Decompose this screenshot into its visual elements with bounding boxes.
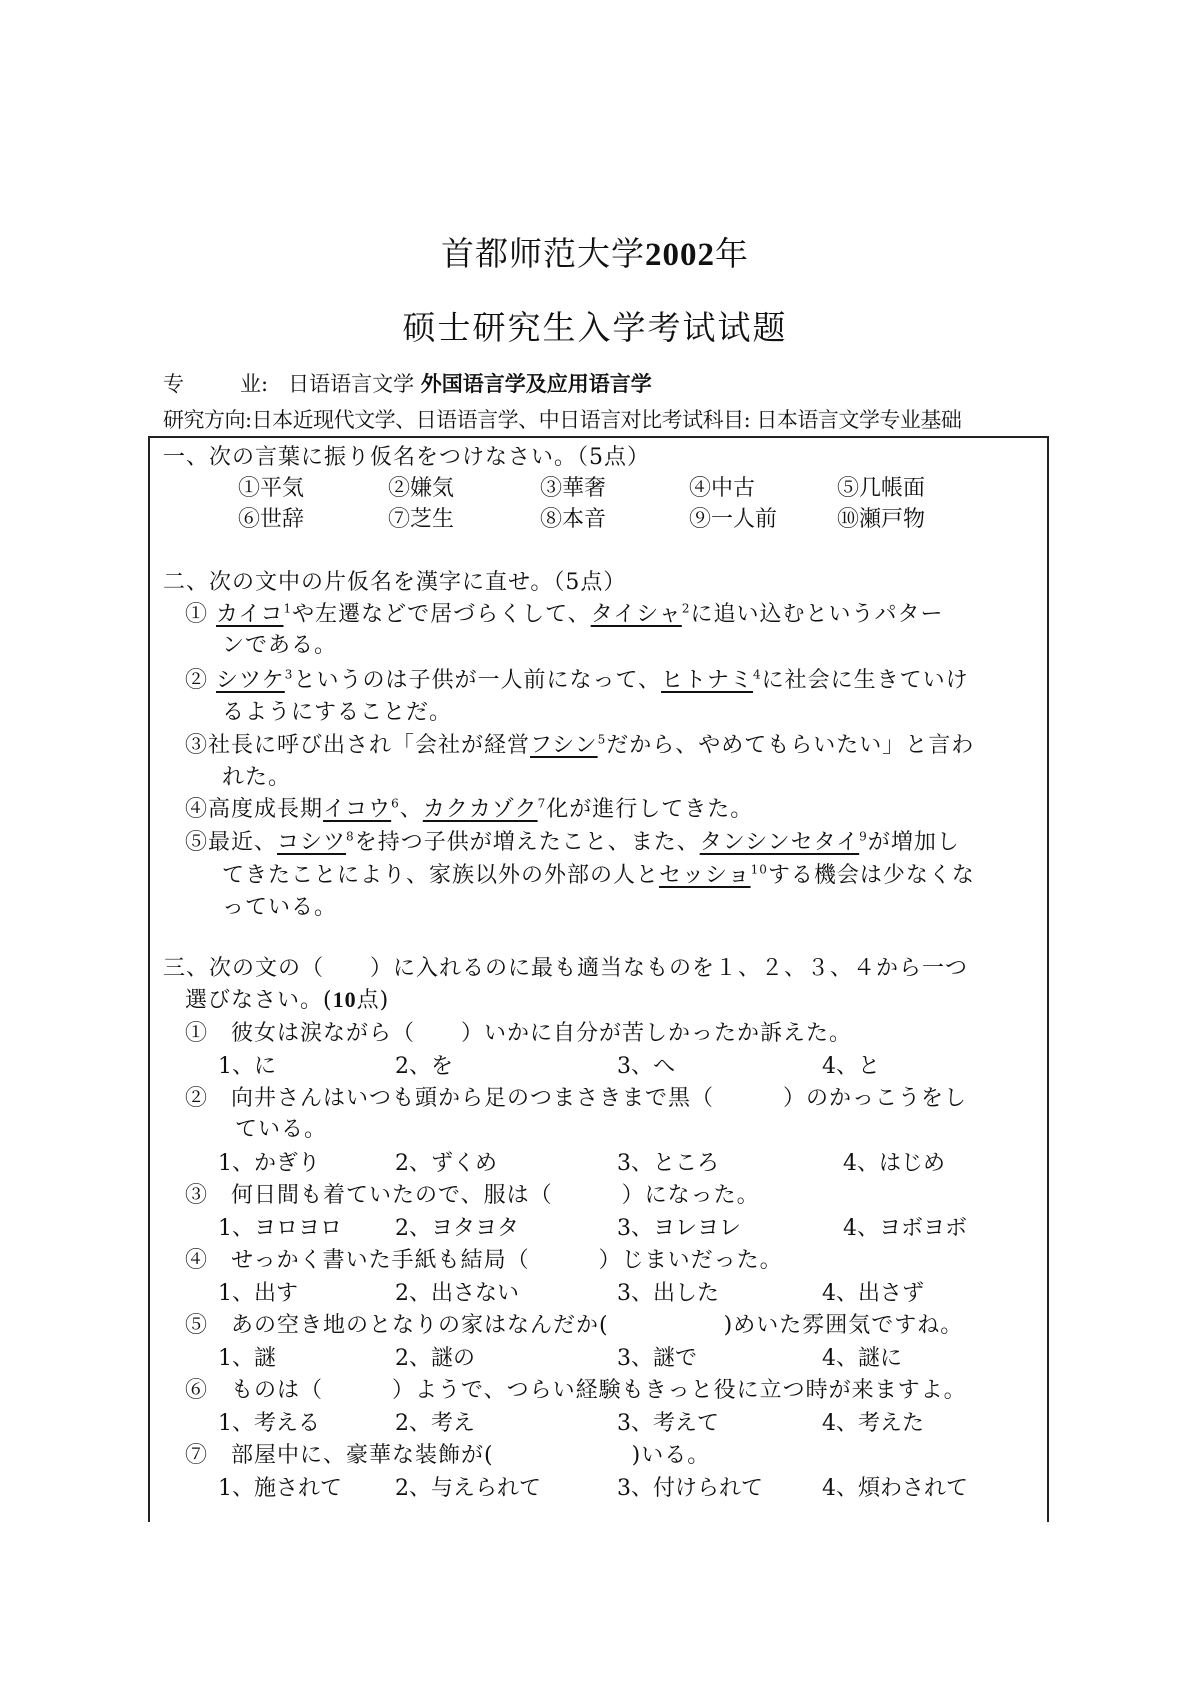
exam-year: 2002 xyxy=(645,237,715,273)
grammar-question: ⑦ 部屋中に、豪華な装飾が( )いる。 xyxy=(185,1443,711,1468)
answer-option: 4、出さず xyxy=(822,1281,924,1306)
kana-question-cont: てきたことにより、家族以外の外部の人とセッショ$^{10}$する機会は少なくな xyxy=(222,862,975,888)
exam-title: 首都师范大学2002年 xyxy=(441,234,749,273)
answer-option: 3、出した xyxy=(617,1281,719,1306)
answer-option: 2、ずくめ xyxy=(395,1151,497,1176)
answer-option: 4、謎に xyxy=(822,1346,902,1371)
vocab-item: ②嫌気 xyxy=(388,476,455,501)
major-value-bold: 外国语言学及应用语言学 xyxy=(420,372,652,396)
katakana-word: カイコ xyxy=(216,602,284,627)
kana-question-cont: ンである。 xyxy=(222,633,338,658)
answer-option: 4、考えた xyxy=(822,1411,924,1436)
kana-question: ① カイコ$^1$や左遷などで居づらくして、タイシャ$^2$に追い込むというパター xyxy=(185,601,944,627)
answer-option: 1、かぎり xyxy=(218,1151,320,1176)
grammar-question: ① 彼女は涙ながら（ ）いかに自分が苦しかったか訴えた。 xyxy=(185,1021,853,1046)
answer-option: 4、煩わされて xyxy=(822,1476,968,1501)
grammar-question: ③ 何日間も着ていたので、服は（ ）になった。 xyxy=(185,1183,760,1208)
answer-option: 1、出す xyxy=(218,1281,298,1306)
vocab-item: ④中古 xyxy=(689,476,756,501)
major-line: 专 业: 日语语言文学 外国语言学及应用语言学 xyxy=(163,372,652,396)
katakana-word: ヒトナミ xyxy=(661,668,754,693)
katakana-word: カクカゾク xyxy=(422,797,538,822)
kana-question-cont: るようにすることだ。 xyxy=(222,700,453,725)
answer-option: 3、ところ xyxy=(617,1151,719,1176)
answer-option: 1、考える xyxy=(218,1411,320,1436)
answer-option: 2、謎の xyxy=(395,1346,475,1371)
grammar-question-cont: ている。 xyxy=(235,1117,328,1142)
kana-question-cont: っている。 xyxy=(222,895,338,920)
direction-line: 研究方向:日本近现代文学、日语语言学、中日语言对比考试科目: 日本语言文学专业基础 xyxy=(163,408,962,432)
answer-option: 2、出さない xyxy=(395,1281,519,1306)
vocab-item: ⑧本音 xyxy=(540,507,607,532)
answer-option: 1、施されて xyxy=(218,1476,342,1501)
katakana-word: タイシャ xyxy=(590,602,682,627)
grammar-question: ④ せっかく書いた手紙も結局（ ）じまいだった。 xyxy=(185,1248,783,1273)
vocab-item: ⑦芝生 xyxy=(388,507,455,532)
kana-question: ③社長に呼び出され「会社が経営フシン$^5$だから、やめてもらいたい」と言わ xyxy=(185,732,975,758)
answer-option: 3、考えて xyxy=(617,1411,719,1436)
exam-subtitle: 硕士研究生入学考试试题 xyxy=(402,308,788,347)
answer-option: 3、へ xyxy=(617,1054,675,1079)
answer-option: 2、ヨタヨタ xyxy=(395,1216,519,1241)
kana-question: ② シツケ$^3$というのは子供が一人前になって、ヒトナミ$^4$に社会に生きていけ xyxy=(185,667,969,693)
katakana-word: タンシンセタイ xyxy=(699,830,860,855)
section2-heading: 二、次の文中の片仮名を漢字に直せ。（5点） xyxy=(163,570,627,595)
vocab-item: ③華奢 xyxy=(540,476,607,501)
katakana-word: イコウ xyxy=(323,797,392,822)
grammar-question: ② 向井さんはいつも頭から足のつまさきまで黒（ ）のかっこうをし xyxy=(185,1086,968,1111)
kana-question-cont: れた。 xyxy=(222,765,292,790)
answer-option: 3、付けられて xyxy=(617,1476,763,1501)
section1-heading: 一、次の言葉に振り仮名をつけなさい。（5点） xyxy=(163,445,650,470)
answer-option: 1、に xyxy=(218,1054,276,1079)
grammar-question: ⑤ あの空き地のとなりの家はなんだか( )めいた雰囲気ですね。 xyxy=(185,1313,964,1338)
answer-option: 4、ヨボヨボ xyxy=(843,1216,967,1241)
answer-option: 3、ヨレヨレ xyxy=(617,1216,741,1241)
kana-question: ⑤最近、コシツ$^8$を持つ子供が増えたこと、また、タンシンセタイ$^9$が増加し xyxy=(185,829,960,855)
answer-option: 2、考え xyxy=(395,1411,475,1436)
section3-heading: 三、次の文の（ ）に入れるのに最も適当なものを１、２、３、４から一つ xyxy=(163,956,969,981)
vocab-item: ①平気 xyxy=(238,476,305,501)
answer-option: 2、を xyxy=(395,1054,453,1079)
major-value: 日语语言文学 xyxy=(288,372,415,396)
section3-heading-cont: 選びなさい。(10点) xyxy=(185,987,390,1013)
kana-question: ④高度成長期イコウ$^6$、カクカゾク$^7$化が進行してきた。 xyxy=(185,796,754,822)
katakana-word: コシツ xyxy=(277,830,347,855)
answer-option: 4、と xyxy=(822,1054,880,1079)
katakana-word: セッショ xyxy=(659,863,751,888)
answer-option: 3、謎で xyxy=(617,1346,697,1371)
katakana-word: シツケ xyxy=(216,668,285,693)
vocab-item: ⑥世辞 xyxy=(238,507,305,532)
answer-option: 1、謎 xyxy=(218,1346,276,1371)
vocab-item: ⑤几帳面 xyxy=(837,476,926,501)
grammar-question: ⑥ ものは（ ）ようで、つらい経験もきっと役に立つ時が来ますよ。 xyxy=(185,1378,967,1403)
answer-option: 4、はじめ xyxy=(843,1151,945,1176)
katakana-word: フシン xyxy=(530,733,598,758)
vocab-item: ⑨一人前 xyxy=(689,507,778,532)
answer-option: 2、与えられて xyxy=(395,1476,541,1501)
vocab-item: ⑩瀬戸物 xyxy=(837,507,926,532)
answer-option: 1、ヨロヨロ xyxy=(218,1216,342,1241)
